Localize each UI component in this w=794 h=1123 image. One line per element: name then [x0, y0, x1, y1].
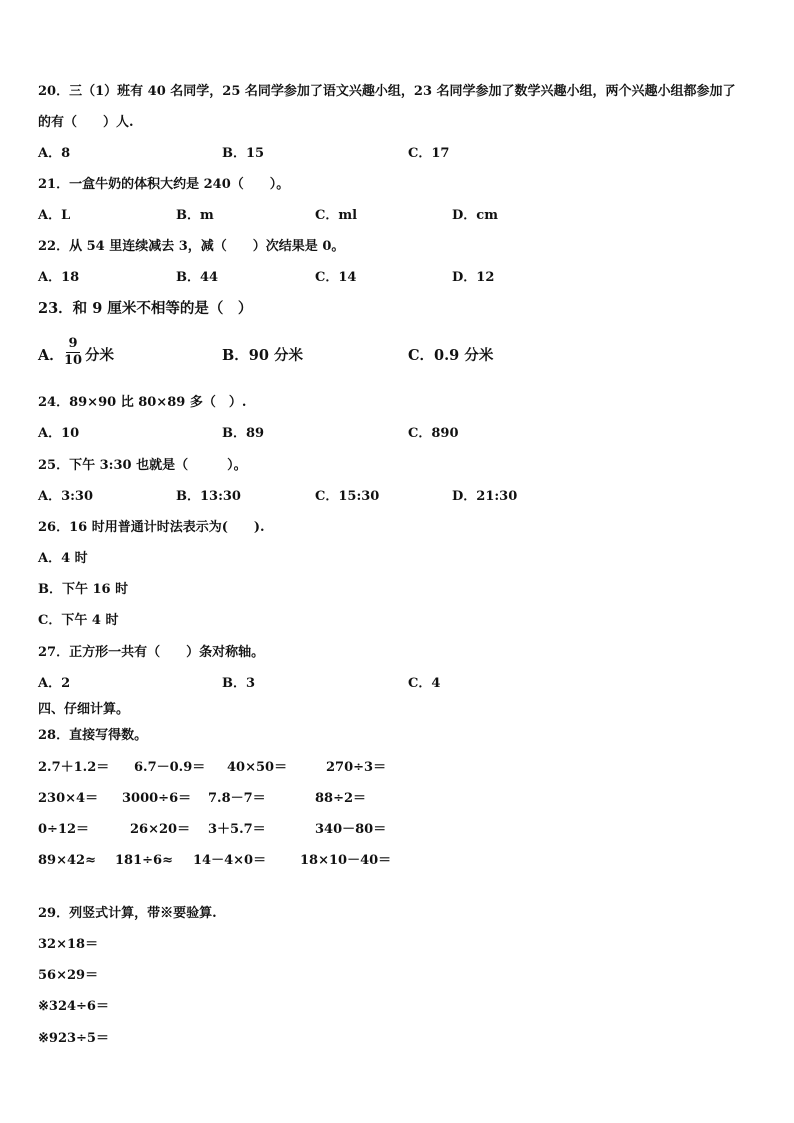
question-22-option-c: C．14 — [315, 270, 357, 285]
question-22-option-a: A．18 — [38, 270, 80, 285]
question-25-text: 25．下午 3:30 也就是（ ）。 — [38, 458, 247, 473]
question-25-option-b: B．13:30 — [176, 489, 241, 504]
question-25-option-a: A．3:30 — [38, 489, 94, 504]
question-20-option-a: A．8 — [38, 146, 71, 161]
vertical-calc-item: ※923÷5＝ — [38, 1031, 109, 1046]
calc-item: 3＋5.7＝ — [208, 822, 266, 837]
calc-item: 14－4×0＝ — [193, 853, 267, 868]
question-26-option-c: C．下午 4 时 — [38, 613, 119, 628]
calc-item: 3000÷6＝ — [122, 791, 192, 806]
question-27-option-b: B．3 — [222, 676, 256, 691]
question-23-option-b: B．90 分米 — [222, 347, 303, 364]
question-27-option-a: A．2 — [38, 676, 71, 691]
question-23-option-a-unit: 分米 — [85, 347, 114, 364]
question-24-option-b: B．89 — [222, 426, 265, 441]
calc-item: 340－80＝ — [315, 822, 387, 837]
calc-item: 40×50＝ — [227, 760, 288, 775]
question-25-option-c: C．15:30 — [315, 489, 380, 504]
question-22-option-b: B．44 — [176, 270, 219, 285]
question-20-option-b: B．15 — [222, 146, 265, 161]
vertical-calc-item: 32×18＝ — [38, 937, 99, 952]
question-28-text: 28．直接写得数。 — [38, 728, 148, 743]
question-21-option-d: D．cm — [452, 208, 498, 223]
question-21-option-c: C．ml — [315, 208, 358, 223]
calc-item: 88÷2＝ — [315, 791, 367, 806]
question-20-line-1: 20．三（1）班有 40 名同学，25 名同学参加了语文兴趣小组，23 名同学参加了数学兴趣小组，两个兴趣小组都参加了 — [38, 84, 736, 99]
calc-item: 6.7－0.9＝ — [134, 760, 206, 775]
vertical-calc-item: 56×29＝ — [38, 968, 99, 983]
vertical-calc-item: ※324÷6＝ — [38, 999, 109, 1014]
question-23-text: 23．和 9 厘米不相等的是（ ） — [38, 300, 253, 317]
question-23-option-a-label: A． — [38, 347, 64, 364]
question-21-option-b: B．m — [176, 208, 214, 223]
question-20-option-c: C．17 — [408, 146, 450, 161]
calc-item: 18×10－40＝ — [300, 853, 392, 868]
question-22-text: 22．从 54 里连续减去 3，减（ ）次结果是 0。 — [38, 239, 345, 254]
question-20-line-2: 的有（ ）人. — [38, 115, 134, 130]
question-25-option-d: D．21:30 — [452, 489, 518, 504]
question-23-option-c: C．0.9 分米 — [408, 347, 494, 364]
fraction-denominator: 10 — [64, 353, 83, 368]
question-24-option-a: A．10 — [38, 426, 80, 441]
question-24-text: 24．89×90 比 80×89 多（ ）. — [38, 395, 247, 410]
question-23-fraction — [64, 337, 82, 368]
question-26-option-a: A．4 时 — [38, 551, 88, 566]
calc-item: 7.8－7＝ — [208, 791, 266, 806]
question-27-option-c: C．4 — [408, 676, 441, 691]
question-26-option-b: B．下午 16 时 — [38, 582, 129, 597]
calc-item: 2.7＋1.2＝ — [38, 760, 110, 775]
calc-item: 181÷6≈ — [115, 853, 173, 868]
question-24-option-c: C．890 — [408, 426, 459, 441]
question-22-option-d: D．12 — [452, 270, 495, 285]
question-26-text: 26．16 时用普通计时法表示为( ). — [38, 520, 265, 535]
section-4-title: 四、仔细计算。 — [38, 702, 130, 717]
question-21-text: 21．一盒牛奶的体积大约是 240（ ）。 — [38, 177, 290, 192]
fraction-numerator: 9 — [68, 336, 78, 351]
calc-item: 26×20＝ — [130, 822, 191, 837]
calc-item: 0÷12＝ — [38, 822, 90, 837]
calc-item: 230×4＝ — [38, 791, 99, 806]
question-29-text: 29．列竖式计算，带※要验算. — [38, 906, 217, 921]
calc-item: 89×42≈ — [38, 853, 96, 868]
question-21-option-a: A．L — [38, 208, 71, 223]
question-27-text: 27．正方形一共有（ ）条对称轴。 — [38, 645, 265, 660]
calc-item: 270÷3＝ — [326, 760, 387, 775]
